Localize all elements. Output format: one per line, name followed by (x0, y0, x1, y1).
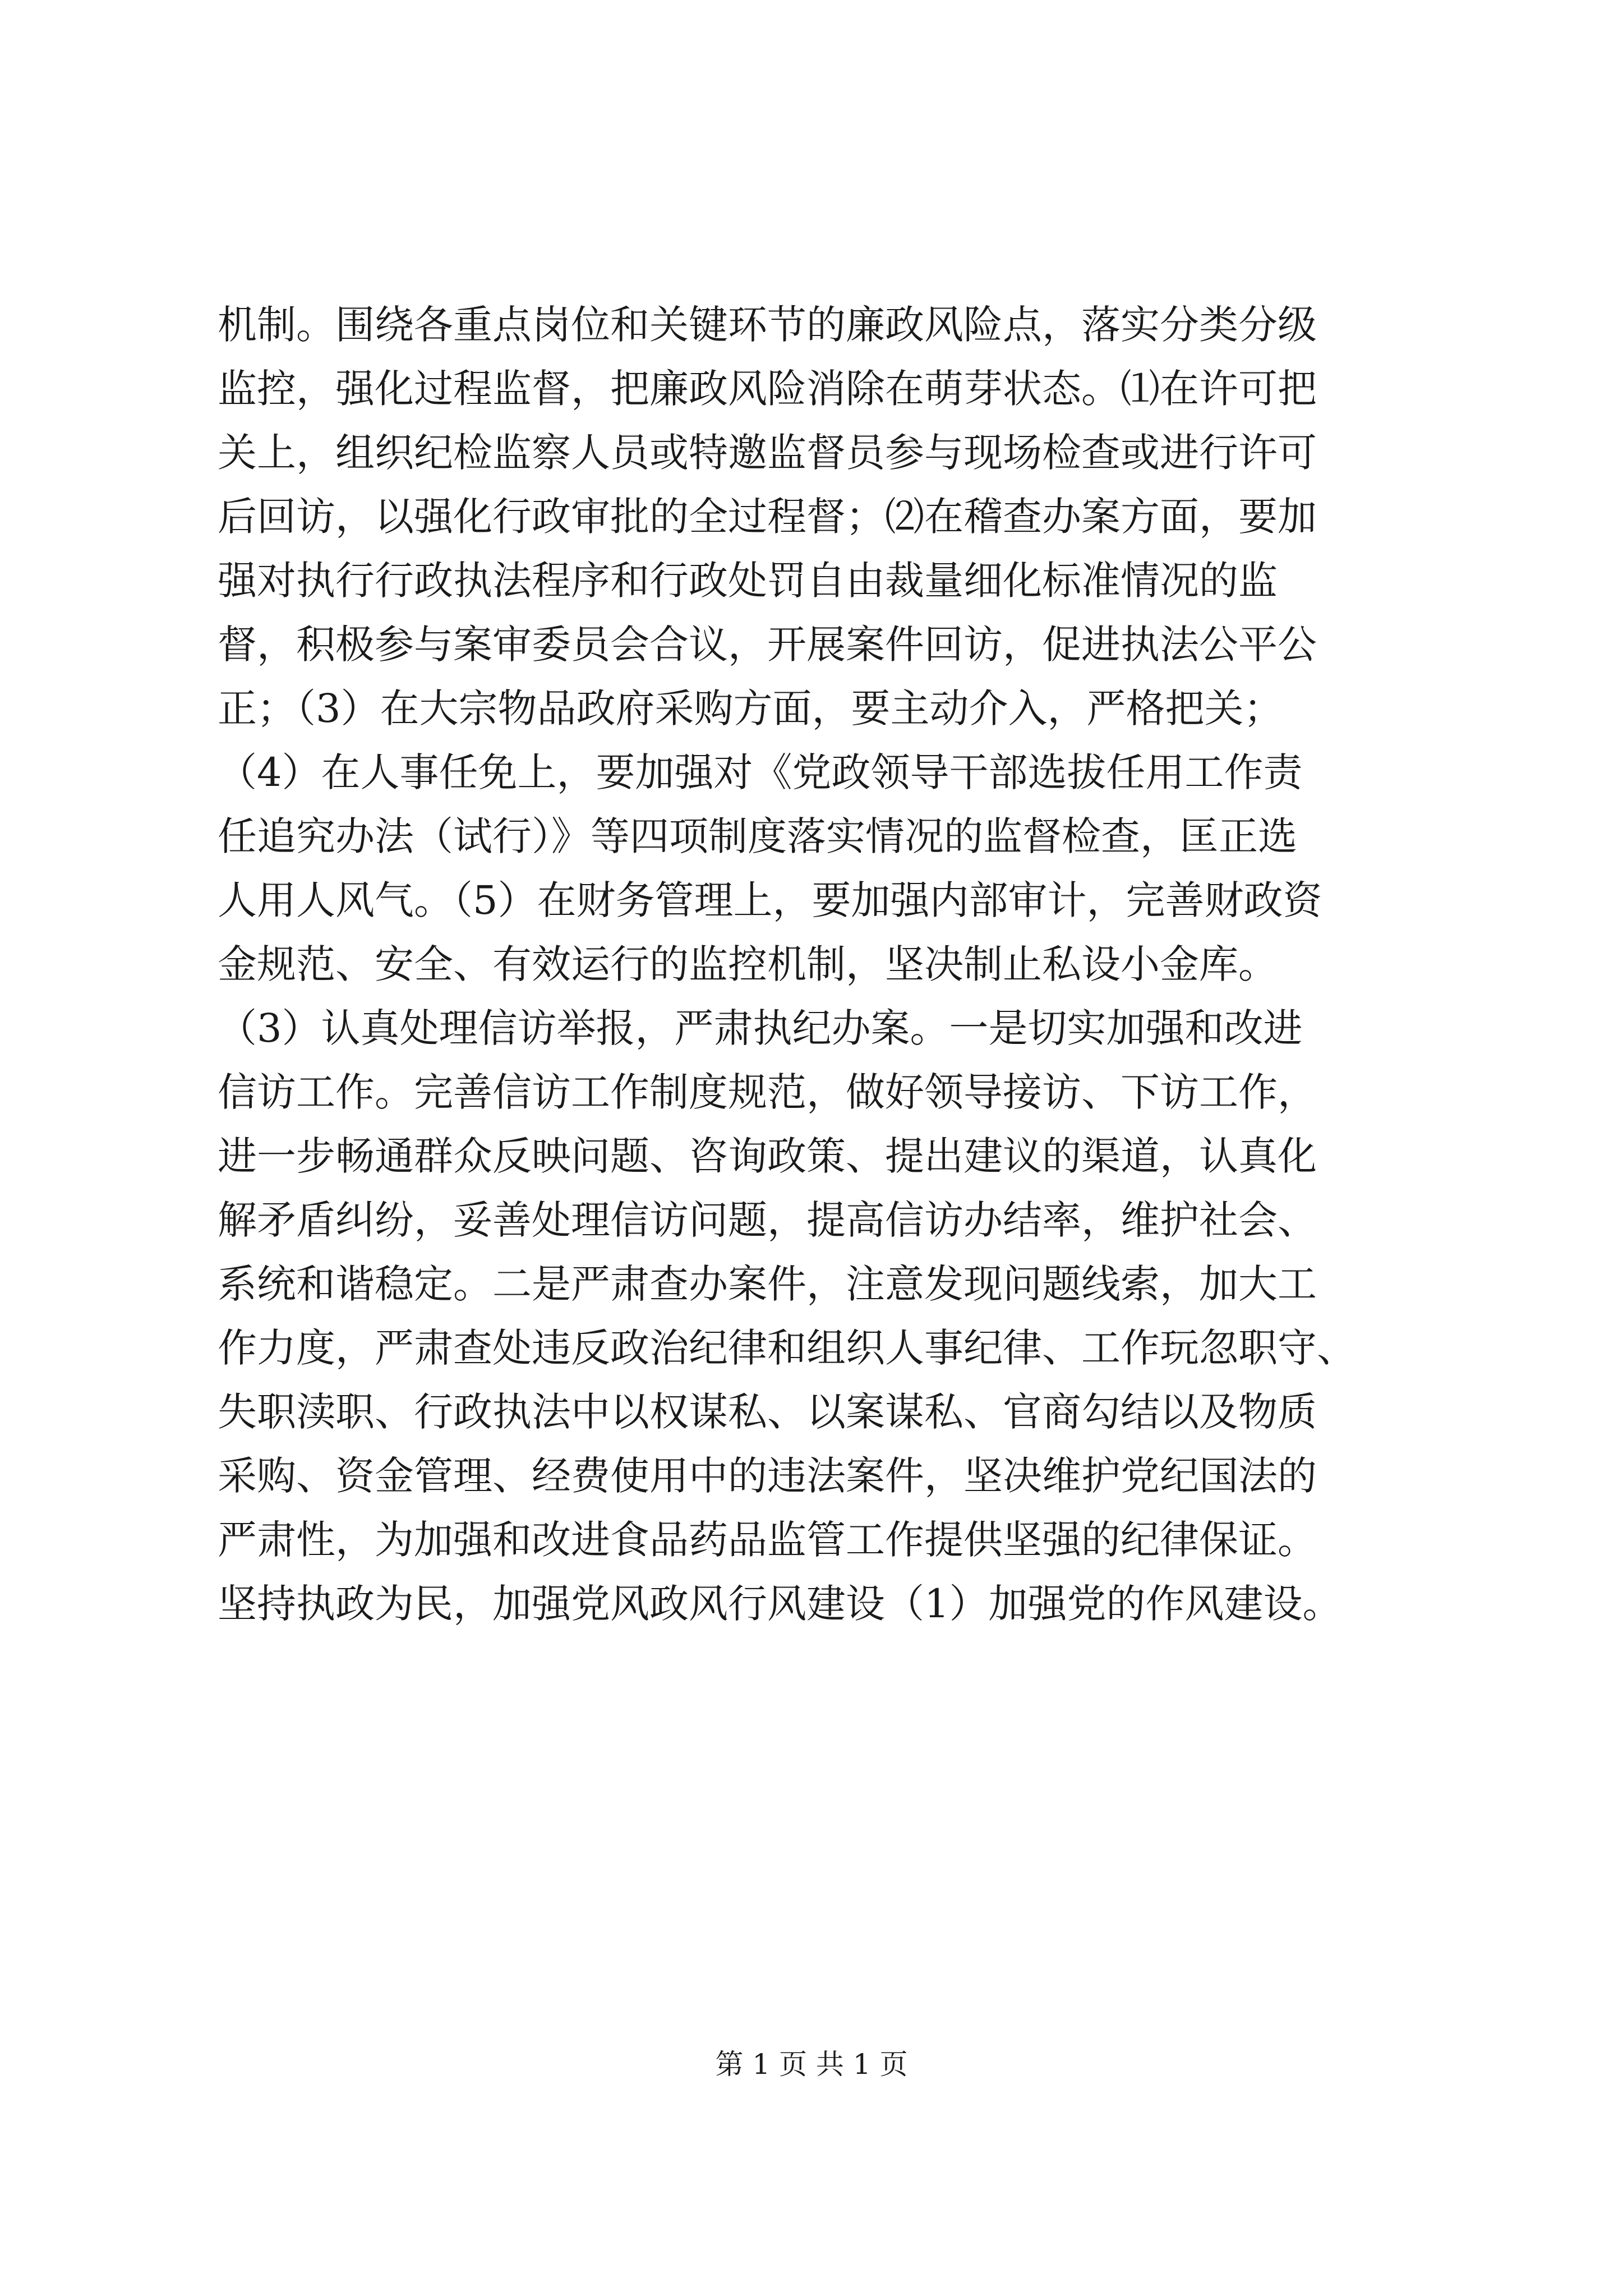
text-line: 解矛盾纠纷，妥善处理信访问题，提高信访办结率，维护社会、 (218, 1197, 1317, 1243)
text-line: 人用人风气。（5）在财务管理上，要加强内部审计，完善财政资 (218, 877, 1322, 923)
text-line: （3）认真处理信访举报，严肃执纪办案。一是切实加强和改进 (218, 1005, 1303, 1051)
text-line: 任追究办法（试行）》等四项制度落实情况的监督检查，匡正选 (218, 813, 1297, 859)
text-line: 进一步畅通群众反映问题、咨询政策、提出建议的渠道，认真化 (218, 1133, 1317, 1179)
text-line: 监控，强化过程监督，把廉政风险消除在萌芽状态。⑴在许可把 (218, 366, 1317, 412)
page-number-label: 第 1 页 共 1 页 (715, 2048, 908, 2081)
text-line: 失职渎职、行政执法中以权谋私、以案谋私、官商勾结以及物质 (218, 1389, 1317, 1435)
text-line: 督，积极参与案审委员会合议，开展案件回访，促进执法公平公 (218, 622, 1317, 668)
text-line: 系统和谐稳定。二是严肃查办案件，注意发现问题线索，加大工 (218, 1261, 1317, 1307)
text-line: （4）在人事任免上，要加强对《党政领导干部选拔任用工作责 (218, 749, 1303, 795)
text-line: 机制。围绕各重点岗位和关键环节的廉政风险点，落实分类分级 (218, 302, 1317, 348)
text-line: 坚持执政为民，加强党风政风行风建设（1）加强党的作风建设。 (218, 1581, 1342, 1627)
text-line: 严肃性，为加强和改进食品药品监管工作提供坚强的纪律保证。 (218, 1517, 1317, 1563)
text-line: 关上，组织纪检监察人员或特邀监督员参与现场检查或进行许可 (218, 430, 1317, 476)
text-line: 强对执行行政执法程序和行政处罚自由裁量细化标准情况的监 (218, 558, 1278, 604)
text-line: 信访工作。完善信访工作制度规范，做好领导接访、下访工作， (218, 1069, 1317, 1115)
text-line: 后回访，以强化行政审批的全过程督；⑵在稽查办案方面，要加 (218, 494, 1317, 540)
page-footer (0, 2042, 1623, 2082)
text-line: 金规范、安全、有效运行的监控机制，坚决制止私设小金库。 (218, 941, 1278, 987)
text-line: 采购、资金管理、经费使用中的违法案件，坚决维护党纪国法的 (218, 1453, 1317, 1499)
text-line: 作力度，严肃查处违反政治纪律和组织人事纪律、工作玩忽职守、 (218, 1325, 1356, 1371)
text-line: 正；（3）在大宗物品政府采购方面，要主动介入，严格把关； (218, 685, 1283, 731)
body-text (218, 293, 1412, 1636)
